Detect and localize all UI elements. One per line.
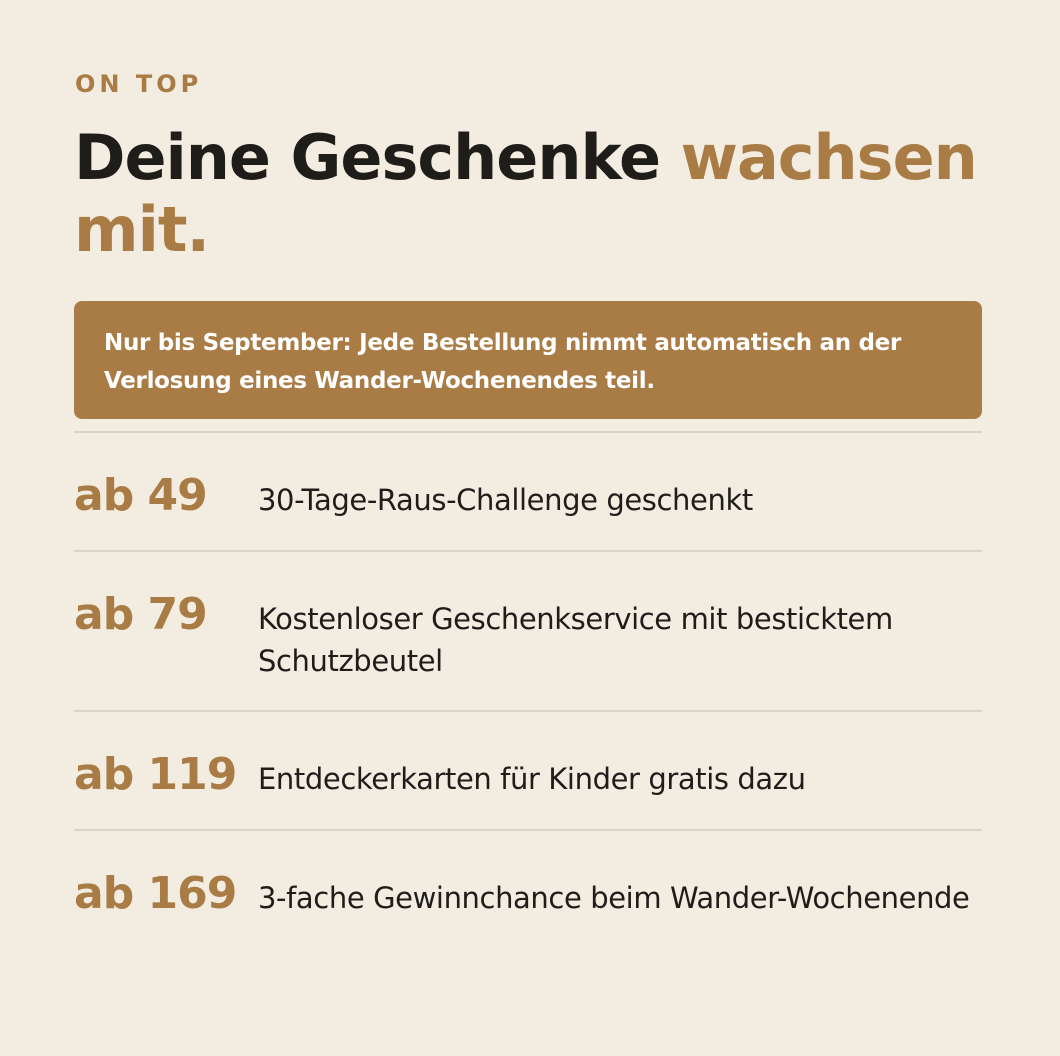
- tier-description: Entdeckerkarten für Kinder gratis dazu: [258, 762, 806, 796]
- tier-threshold: ab 79: [74, 589, 207, 640]
- page-title: [74, 122, 994, 266]
- tier-description: 30-Tage-Raus-Challenge geschenkt: [258, 483, 753, 517]
- tier-description: 3-fache Gewinnchance beim Wander-Wochenende: [258, 881, 970, 915]
- eyebrow-label: ON TOP: [75, 70, 203, 98]
- promo-banner: [74, 301, 982, 419]
- tier-description: Kostenloser Geschenkservice mit besticktem Schutzbeutel: [258, 602, 893, 678]
- tier-row: [74, 433, 982, 552]
- title-main: Deine Geschenke: [74, 121, 681, 194]
- tier-row: [74, 831, 982, 971]
- tier-threshold: ab 49: [74, 470, 207, 521]
- title-accent: wachsen mit.: [74, 121, 977, 266]
- tier-threshold: ab 169: [74, 868, 237, 919]
- tier-threshold: ab 119: [74, 749, 237, 800]
- tier-row: [74, 552, 982, 712]
- tier-list: [74, 431, 982, 971]
- promo-banner-text: Nur bis September: Jede Bestellung nimmt automatisch an der Verlosung eines Wander-Wochenendes teil.: [104, 330, 902, 394]
- tier-row: [74, 712, 982, 831]
